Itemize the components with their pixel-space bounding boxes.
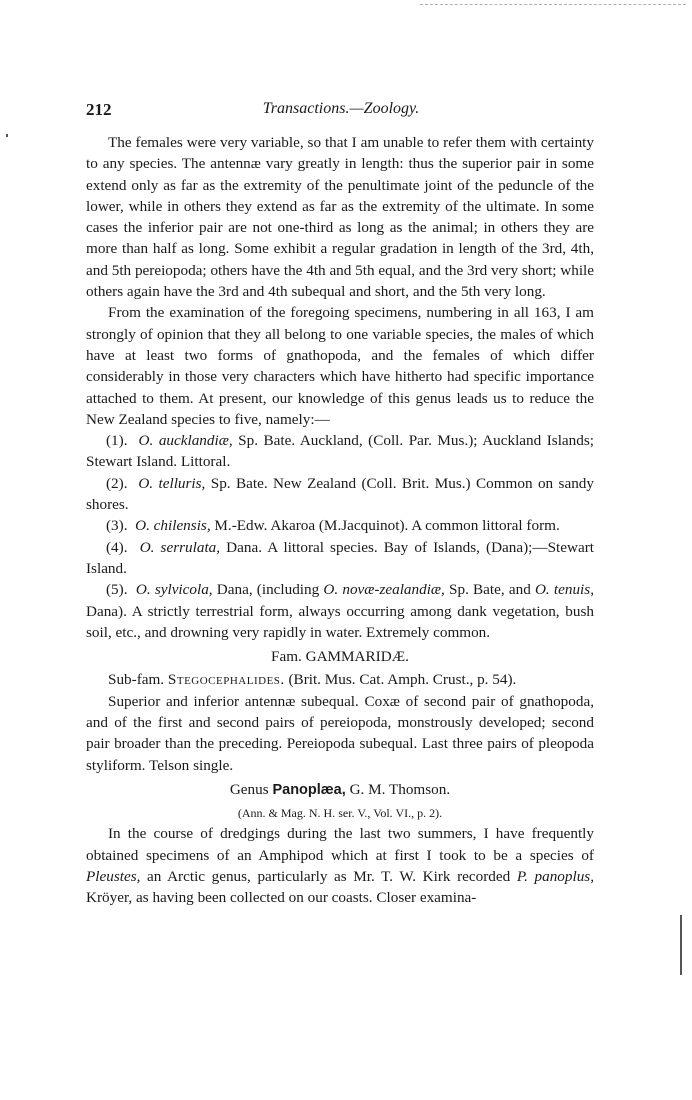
margin-mark [6,134,8,137]
paragraph-examination: From the examination of the foregoing specimens, numbering in all 163, I am strongly of opinion that they all belong to one variable species, the males of which have at least two forms of gnathopoda, and the females of which differ considerably in those very characters which have hitherto had specific importance attached to them. At present, our knowledge of this genus leads us to reduce the New Zealand species to five, namely:— [86,304,594,428]
page-top-rule [420,4,686,5]
genus-reference: (Ann. & Mag. N. H. ser. V., Vol. VI., p. 2). [237,806,443,821]
subfamily-line: Sub-fam. Stegocephalides. (Brit. Mus. Cat. Amph. Crust., p. 54). [108,671,517,689]
margin-mark [680,915,682,975]
paragraph-females: The females were very variable, so that I am unable to refer them with certainty to any species. The antennæ vary greatly in length: thus the superior pair in some extend only as far as the extremity of the penultimate joint of the peduncle of the lower, while in others they extend as far as the extremity of the ultimate. In some cases the inferior pair are not one-third as long as the animal; in others they are more than half as long. Some exhibit a regular gradation in length of the 3rd, 4th, and 5th pereiopoda; others have the 4th and 5th equal, and the 3rd very short; while others again have the 3rd and 4th subequal and short, and the 5th very long. [86,134,594,301]
page-number: 212 [86,100,112,119]
species-item: (5). O. sylvicola, Dana, (including O. novæ-zealandiæ, Sp. Bate, and O. tenuis, Dana). A strictly terrestrial form, always occurring among dank vegetation, bush soil, etc., and drowning very rapidly in water. Extremely common. [86,581,594,641]
paragraph-description: Superior and inferior antennæ subequal. Coxæ of second pair of gnathopoda, and of the first and second pairs of pereiopoda, monstrously developed; second pair broader than the preceding. Pereiopoda subequal. Last three pairs of pleopoda styliform. Telson single. [86,692,594,774]
genus-heading: Genus Panoplæa, G. M. Thomson. [229,780,451,798]
species-item: (4). O. serrulata, Dana. A littoral species. Bay of Islands, (Dana);—Stewart Island. [86,538,594,577]
page-header [86,100,596,122]
paragraph-dredgings: In the course of dredgings during the last two summers, I have frequently obtained specimens of an Amphipod which at first I took to be a species of Pleustes, an Arctic genus, particularly as Mr. T. W. Kirk recorded P. panoplus, Kröyer, as having been collected on our coasts. Closer examina- [86,825,595,907]
species-item: (1). O. aucklandiæ, Sp. Bate. Auckland, (Coll. Par. Mus.); Auckland Islands; Stewart Island. Littoral. [86,432,594,471]
body-text [86,132,594,908]
family-heading: Fam. GAMMARIDÆ. [271,648,409,666]
species-item: (3). O. chilensis, M.-Edw. Akaroa (M.Jacquinot). A common littoral form. [106,517,560,535]
running-head: Transactions.—Zoology. [262,100,420,117]
species-item: (2). O. telluris, Sp. Bate. New Zealand (Coll. Brit. Mus.) Common on sandy shores. [86,474,594,514]
